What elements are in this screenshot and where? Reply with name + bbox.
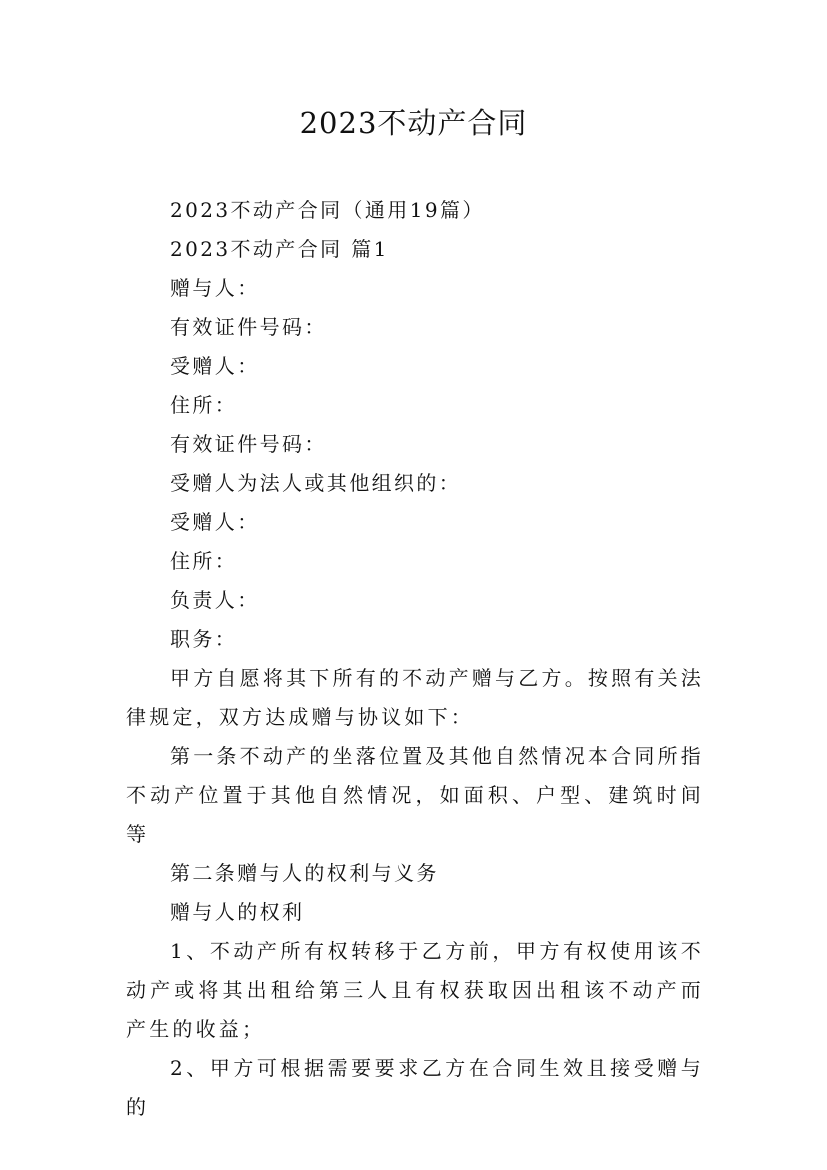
paragraph-donor-rights: 赠与人的权利 bbox=[170, 900, 305, 924]
paragraph-donee-organization: 受赠人为法人或其他组织的： bbox=[170, 471, 462, 495]
paragraph-org-address: 住所： bbox=[170, 549, 238, 573]
paragraph-donee-id: 有效证件号码： bbox=[170, 432, 327, 456]
paragraph-org-position: 职务： bbox=[170, 627, 238, 651]
paragraph-right-two: 2、甲方可根据需要要求乙方在合同生效且接受赠与的 bbox=[126, 1056, 704, 1119]
paragraph-contract-heading: 2023不动产合同（通用19篇） bbox=[170, 198, 485, 222]
paragraph-donee: 受赠人： bbox=[170, 354, 260, 378]
paragraph-org-responsible-person: 负责人： bbox=[170, 588, 260, 612]
paragraph-article-one: 第一条不动产的坐落位置及其他自然情况本合同所指不动产位置于其他自然情况，如面积、户型、建筑时间等 bbox=[126, 744, 704, 846]
document-body bbox=[126, 191, 704, 1127]
paragraph-right-one: 1、不动产所有权转移于乙方前，甲方有权使用该不动产或将其出租给第三人且有权获取因出租该不动产而产生的收益； bbox=[126, 939, 704, 1041]
paragraph-org-donee: 受赠人： bbox=[170, 510, 260, 534]
paragraph-section-title: 2023不动产合同 篇1 bbox=[170, 237, 389, 261]
paragraph-agreement-intro: 甲方自愿将其下所有的不动产赠与乙方。按照有关法律规定，双方达成赠与协议如下： bbox=[126, 666, 704, 729]
paragraph-donee-address: 住所： bbox=[170, 393, 238, 417]
paragraph-article-two: 第二条赠与人的权利与义务 bbox=[170, 861, 439, 885]
paragraph-donor-id: 有效证件号码： bbox=[170, 315, 327, 339]
document-title: 2023不动产合同 bbox=[299, 106, 528, 140]
paragraph-donor: 赠与人： bbox=[170, 276, 260, 300]
